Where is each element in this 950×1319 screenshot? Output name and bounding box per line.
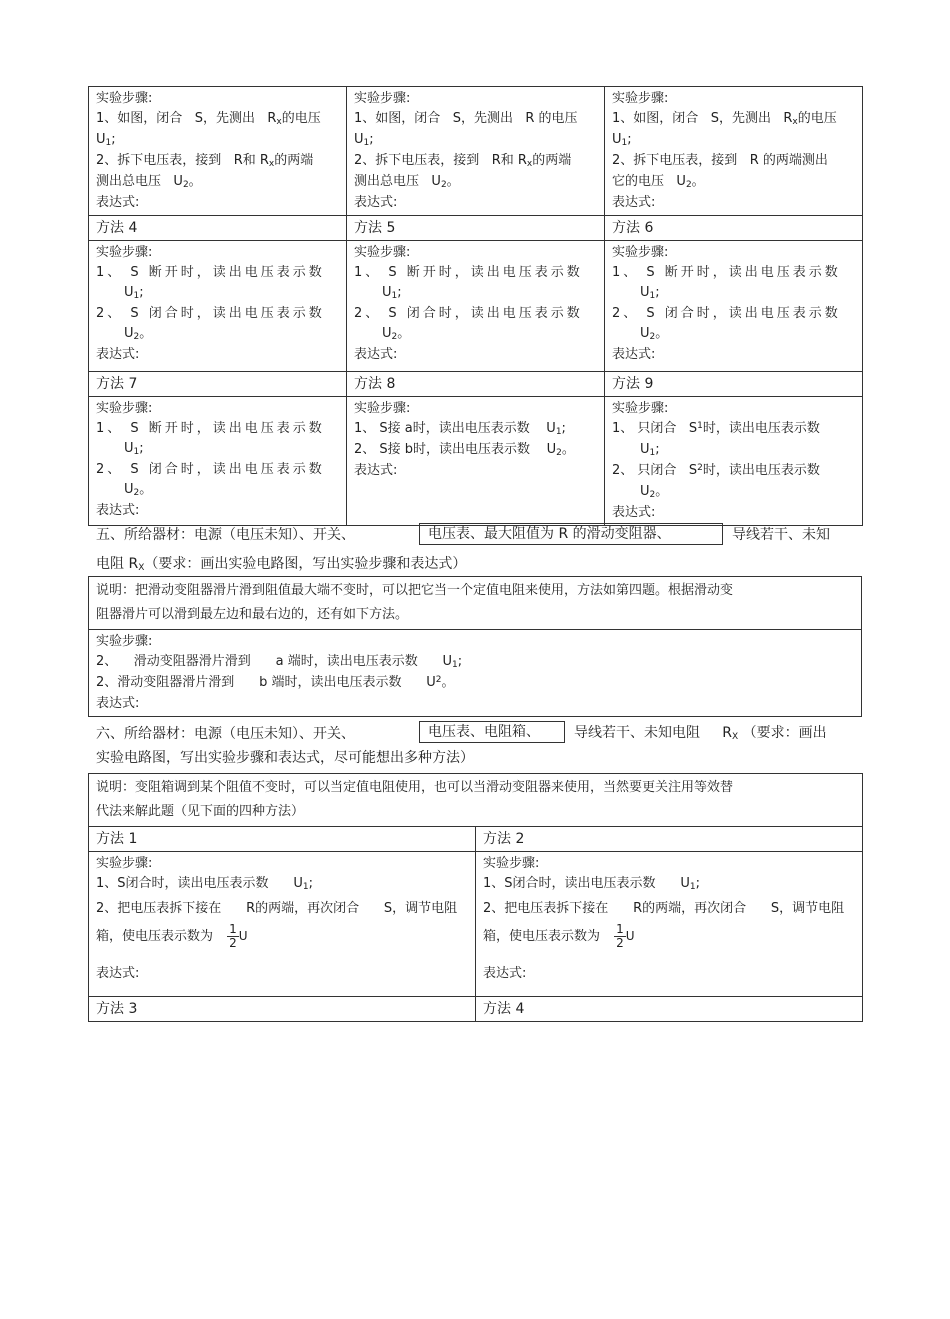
section5-line2: 电阻 RX（要求：画出实验电路图，写出实验步骤和表达式） — [96, 556, 467, 573]
steps-label: 实验步骤: — [354, 401, 411, 416]
step-line: 1、 S 断开时，读出电压表示数 — [96, 421, 325, 436]
expression-label: 表达式: — [612, 195, 656, 210]
method-cell-9 — [605, 397, 863, 526]
method-cell-8 — [347, 397, 605, 526]
steps-label: 实验步骤: — [354, 245, 411, 260]
step-line: 1、 S 断开时，读出电压表示数 — [612, 265, 841, 280]
section5-steps — [89, 630, 862, 717]
expression-label: 表达式: — [483, 966, 527, 981]
step-line: U2。 — [640, 484, 669, 500]
step-line: U1; — [640, 285, 660, 301]
step-line: 测出总电压 U2。 — [354, 174, 460, 190]
table-row — [89, 827, 863, 852]
method-cell-5 — [347, 241, 605, 372]
method-cell-7 — [89, 397, 347, 526]
step-line: 箱，使电压表示数为 $\frac{1}{2}$ U — [96, 922, 248, 950]
table-row — [89, 630, 862, 717]
step-line: U1; — [354, 132, 374, 148]
step-line: 1、 S 断开时，读出电压表示数 — [96, 265, 325, 280]
expression-label: 表达式: — [354, 195, 398, 210]
step-line: 2、拆下电压表，接到 R 的两端测出 — [612, 153, 828, 168]
fraction: $\frac{1}{2}$ — [229, 922, 237, 950]
steps-label: 实验步骤: — [96, 245, 153, 260]
expression-label: 表达式: — [96, 195, 140, 210]
step-line: 2、 S 闭合时，读出电压表示数 — [612, 306, 841, 321]
step-line: U1; — [612, 132, 632, 148]
step-line: 2、拆下电压表，接到 R和 Rx的两端 — [96, 153, 314, 169]
step-line: 1、 只闭合 $S^1$时，读出电压表示数 — [612, 421, 820, 436]
method-header: 方法 4 — [89, 216, 347, 241]
methods-table-1 — [88, 86, 863, 526]
step-line: U1; — [124, 441, 144, 457]
step-line: 1、如图，闭合 S，先测出 R 的电压 — [354, 111, 578, 126]
method-cell-3 — [605, 87, 863, 216]
table-row — [89, 577, 862, 630]
method-header: 方法 7 — [89, 372, 347, 397]
section5-note — [89, 577, 862, 630]
section6-intro: 六、所给器材：电源（电压未知）、开关、 — [96, 726, 355, 742]
step-line: U1; — [96, 132, 116, 148]
method-cell-4 — [89, 241, 347, 372]
method-cell-2 — [347, 87, 605, 216]
step-line: 1、如图，闭合 S，先测出 Rx的电压 — [96, 111, 321, 127]
table-row — [89, 397, 863, 526]
method-header: 方法 6 — [605, 216, 863, 241]
steps-label: 实验步骤: — [612, 91, 669, 106]
steps-label: 实验步骤: — [354, 91, 411, 106]
step-line: U1; — [640, 442, 660, 458]
step-line: 2、拆下电压表，接到 R和 Rx的两端 — [354, 153, 572, 169]
step-line: U1; — [382, 285, 402, 301]
expression-label: 表达式: — [96, 503, 140, 518]
method-header: 方法 9 — [605, 372, 863, 397]
method-header: 方法 4 — [476, 997, 863, 1022]
section6-boxed-text: 电压表、电阻箱、 — [419, 721, 565, 743]
step-line: U2。 — [382, 326, 411, 342]
method-header: 方法 3 — [89, 997, 476, 1022]
step-line: U2。 — [124, 482, 153, 498]
step-line: 2、 S 闭合时，读出电压表示数 — [96, 462, 325, 477]
steps-label: 实验步骤: — [612, 245, 669, 260]
expression-label: 表达式: — [354, 347, 398, 362]
section6-intro-tail: 导线若干、未知电阻 RX （要求：画出 — [574, 725, 827, 742]
section5-intro: 五、所给器材：电源（电压未知）、开关、 — [96, 527, 355, 543]
steps-label: 实验步骤: — [96, 634, 153, 649]
step-line: U2。 — [124, 326, 153, 342]
expression-label: 表达式: — [612, 347, 656, 362]
steps-label: 实验步骤: — [96, 401, 153, 416]
expression-label: 表达式: — [96, 696, 140, 711]
table-row — [89, 774, 863, 827]
section6-note — [89, 774, 863, 827]
steps-label: 实验步骤: — [612, 401, 669, 416]
table-row — [89, 372, 863, 397]
step-line: 2、 S 闭合时，读出电压表示数 — [354, 306, 583, 321]
step-line: 2、 S 闭合时，读出电压表示数 — [96, 306, 325, 321]
step-line: 2、 S接 b时，读出电压表示数 U2。 — [354, 442, 575, 458]
step-line: 它的电压 U2。 — [612, 174, 705, 190]
method-header: 方法 1 — [89, 827, 476, 852]
section6-method-cell-1 — [89, 852, 476, 997]
note-line: 阻器滑片可以滑到最左边和最右边的，还有如下方法。 — [96, 607, 409, 622]
expression-label: 表达式: — [96, 347, 140, 362]
step-line: 1、如图，闭合 S，先测出 Rx的电压 — [612, 111, 837, 127]
section5-table — [88, 576, 862, 717]
section5-boxed-text: 电压表、最大阻值为 R 的滑动变阻器、 — [419, 523, 723, 545]
method-header: 方法 8 — [347, 372, 605, 397]
step-line: 2、 滑动变阻器滑片滑到 a 端时，读出电压表示数 U1; — [96, 654, 463, 670]
step-line: 2、 只闭合 $S^2$时，读出电压表示数 — [612, 463, 820, 478]
section6-line2: 实验电路图，写出实验步骤和表达式，尽可能想出多种方法） — [96, 750, 474, 766]
step-line: 1、 S接 a时，读出电压表示数 U1; — [354, 421, 566, 437]
step-line: U2。 — [640, 326, 669, 342]
steps-label: 实验步骤: — [483, 856, 540, 871]
table-row — [89, 852, 863, 997]
step-line: U1; — [124, 285, 144, 301]
step-line: 1、S闭合时，读出电压表示数 U1; — [96, 876, 313, 892]
table-row — [89, 87, 863, 216]
method-header: 方法 2 — [476, 827, 863, 852]
note-line: 代法来解此题（见下面的四种方法） — [96, 804, 305, 819]
table-row — [89, 241, 863, 372]
fraction: $\frac{1}{2}$ — [616, 922, 624, 950]
step-line: 箱，使电压表示数为 $\frac{1}{2}$ U — [483, 922, 635, 950]
expression-label: 表达式: — [96, 966, 140, 981]
table-row — [89, 216, 863, 241]
method-cell-6 — [605, 241, 863, 372]
step-line: 1、S闭合时，读出电压表示数 U1; — [483, 876, 700, 892]
steps-label: 实验步骤: — [96, 91, 153, 106]
expression-label: 表达式: — [612, 505, 656, 520]
step-line: 1、 S 断开时，读出电压表示数 — [354, 265, 583, 280]
step-line: 2、滑动变阻器滑片滑到 b 端时，读出电压表示数 $U^2$。 — [96, 675, 455, 690]
step-line: 测出总电压 U2。 — [96, 174, 202, 190]
step-line: 2、把电压表拆下接在 R的两端，再次闭合 S，调节电阻 — [96, 901, 458, 916]
method-header: 方法 5 — [347, 216, 605, 241]
note-line: 说明：变阻箱调到某个阻值不变时，可以当定值电阻使用，也可以当滑动变阻器来使用，当然要更关注用等效替 — [96, 780, 734, 795]
section6-method-cell-2 — [476, 852, 863, 997]
method-cell-1 — [89, 87, 347, 216]
steps-label: 实验步骤: — [96, 856, 153, 871]
section5-intro-tail: 导线若干、未知 — [732, 527, 830, 543]
section6-table — [88, 773, 863, 1022]
step-line: 2、把电压表拆下接在 R的两端，再次闭合 S，调节电阻 — [483, 901, 845, 916]
expression-label: 表达式: — [354, 463, 398, 478]
table-row — [89, 997, 863, 1022]
note-line: 说明：把滑动变阻器滑片滑到阻值最大端不变时，可以把它当一个定值电阻来使用，方法如第四题。根据滑动变 — [96, 583, 734, 598]
